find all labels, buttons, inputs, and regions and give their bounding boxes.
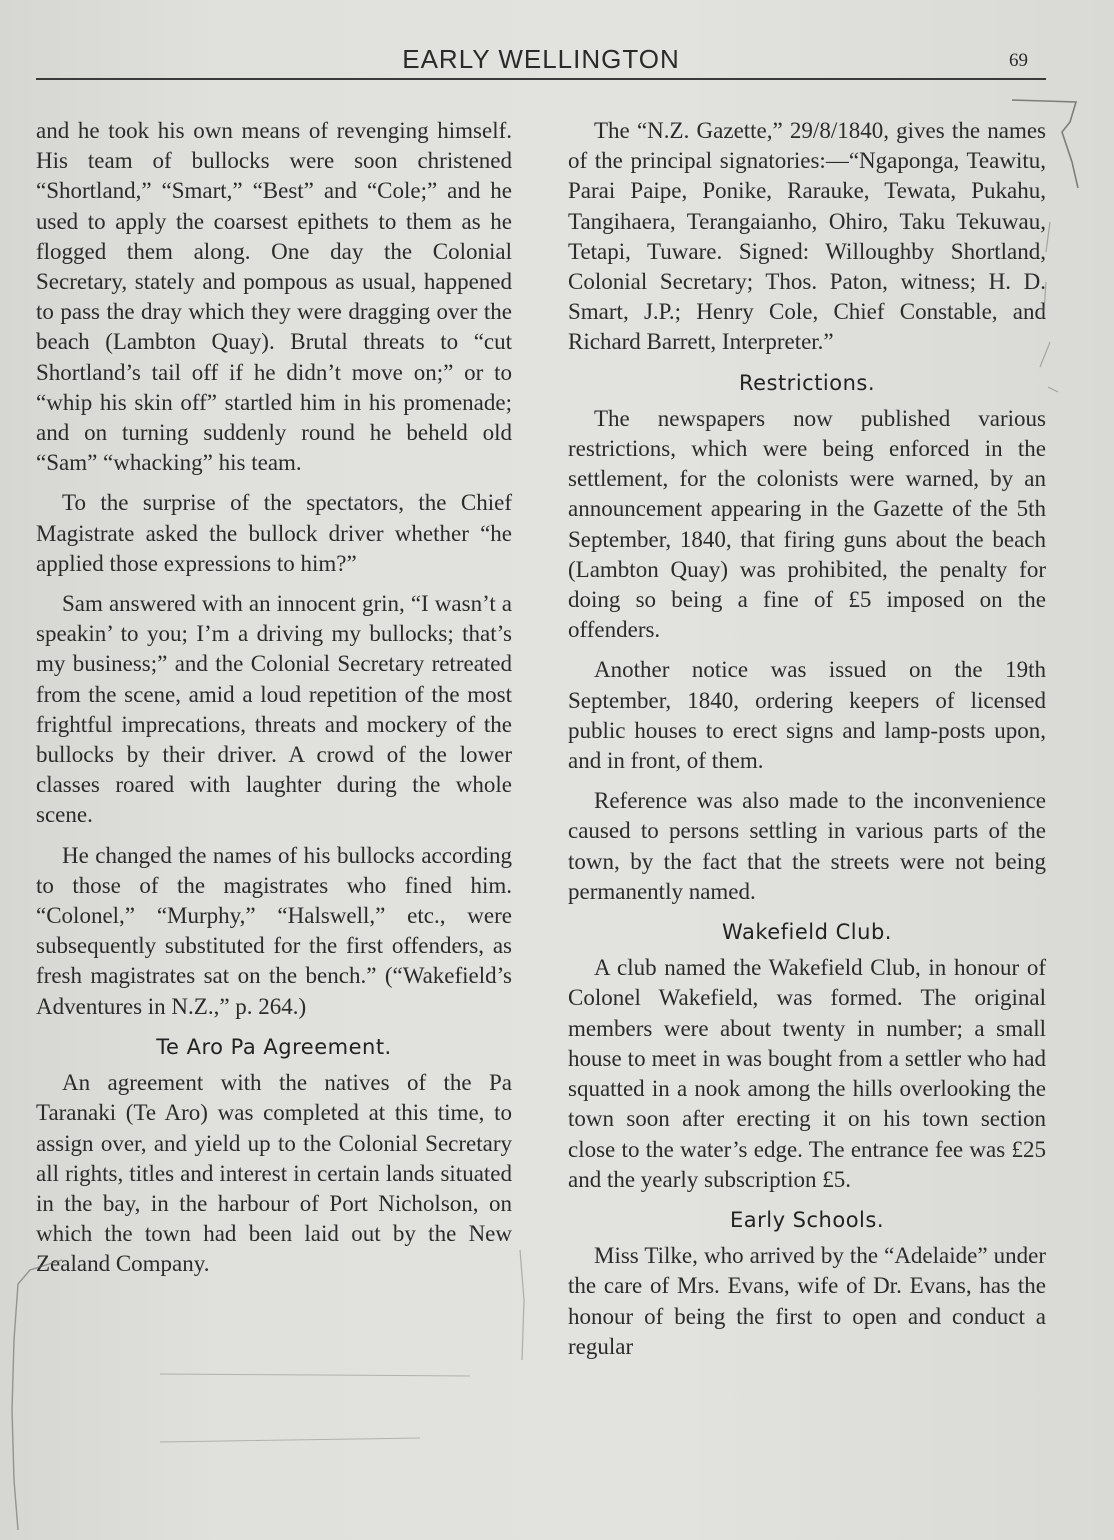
paragraph-sam-answer: Sam answered with an innocent grin, “I wasn’t a speakin’ to you; I’m a driving my bullocks; that’s my business;” and the Colonial Secretary retreated from the scene, amid a loud repetition of the most frightful imprecations, threats and mockery of the bullocks by their driver. A crowd of the lower classes roared with laughter during the whole scene. (36, 591, 512, 828)
heading-wakefield-club: Wakefield Club. (722, 920, 892, 945)
running-title: EARLY WELLINGTON (402, 44, 680, 74)
heading-early-schools: Early Schools. (729, 1207, 885, 1232)
paragraph-public-houses: Another notice was issued on the 19th September, 1840, ordering keepers of licensed public houses to erect signs and lamp-posts upon, and in front, of them. (568, 657, 1046, 774)
paragraph-gazette-signatories: The “N.Z. Gazette,” 29/8/1840, gives the names of the principal signatories:—“Ngaponga, Teawitu, Parai Paipe, Ponike, Rarauke, Tewata, Pukahu, Tangihaera, Terangaianho, Ohiro, Taku Tekuwau, Tetapi, Tuware. Signed: Willoughby Shortland, Colonial Secretary; Thos. Paton, witness; H. D. Smart, J.P.; Henry Cole, Chief Constable, and Richard Barrett, Interpreter.” (568, 118, 1046, 355)
left-column (36, 116, 512, 1290)
paragraph-bullock-driver: and he took his own means of revenging himself. His team of bullocks were soon christened “Shortland,” “Smart,” “Best” and “Cole;” and he used to apply the coarsest epithets to them as he flogged them along. One day the Colonial Secretary, stately and pompous as usual, happened to pass the dray which they were dragging over the beach (Lambton Quay). Brutal threats to “cut Shortland’s tail off if he didn’t move on;” or to “whip his skin off” startled him in his promenade; and on turning suddenly round he beheld old “Sam” “whacking” his team. (36, 118, 512, 476)
paragraph-bullock-names: He changed the names of his bullocks according to those of the magistrates who fined him. “Colonel,” “Murphy,” “Halswell,” etc., were subsequently substituted for the first offenders, as fresh magistrates sat on the bench.” (“Wakefield’s Adventures in N.Z.,” p. 264.) (36, 842, 512, 1019)
paragraph-miss-tilke: Miss Tilke, who arrived by the “Adelaide” under the care of Mrs. Evans, wife of Dr. Evans, has the honour of being the first to open and conduct a regular (568, 1243, 1046, 1359)
paragraph-chief-magistrate: To the surprise of the spectators, the Chief Magistrate asked the bullock driver whether “he applied those expressions to him?” (36, 490, 512, 576)
paragraph-te-aro-agreement: An agreement with the natives of the Pa Taranaki (Te Aro) was completed at this time, to assign over, and yield up to the Colonial Secretary all rights, titles and interest in certain lands situated in the bay, in the harbour of Port Nicholson, on which the town had been laid out by the New Zealand Company. (36, 1070, 512, 1277)
heading-restrictions: Restrictions. (738, 370, 876, 395)
heading-te-aro-pa-agreement: Te Aro Pa Agreement. (156, 1034, 392, 1059)
paragraph-firing-guns: The newspapers now published various restrictions, which were being enforced in the settlement, for the colonists were warned, by an announcement appearing in the Gazette of the 5th September, 1840, that firing guns about the beach (Lambton Quay) was prohibited, the penalty for doing so being a fine of £5 imposed on the offenders. (568, 405, 1046, 643)
page-header (36, 42, 1046, 80)
page-number: 69 (1009, 50, 1028, 71)
right-column (568, 116, 1046, 1372)
paragraph-street-names: Reference was also made to the inconvenience caused to persons settling in various parts of the town, by the fact that the streets were not being permanently named. (568, 788, 1046, 904)
paragraph-wakefield-club: A club named the Wakefield Club, in honour of Colonel Wakefield, was formed. The original members were about twenty in number; a small house to meet in was bought from a settler who had squatted in a nook among the hills overlooking the town soon after erecting it on his town section close to the water’s edge. The entrance fee was £25 and the yearly subscription £5. (568, 955, 1046, 1192)
